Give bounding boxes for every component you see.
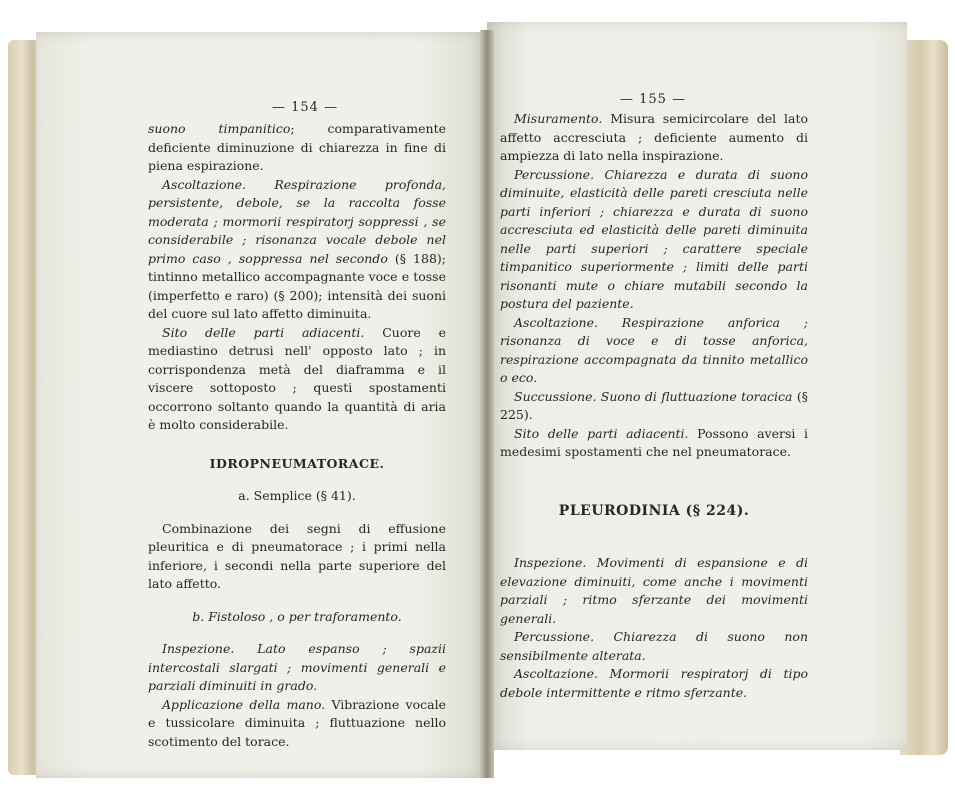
paragraph-text: Possono aversi i medesimi spostamenti che nel pneumatorace. — [500, 425, 808, 459]
paragraph-lead: Succussione. Suono di fluttuazione toracica — [514, 388, 793, 404]
paragraph — [500, 110, 808, 166]
left-page-number: — 154 — — [272, 100, 339, 115]
section-title: PLEURODINIA (§ 224). — [558, 502, 750, 519]
paragraph: Combinazione dei segni di effusione pleuritica e di pneumatorace ; i primi nella inferiore, i secondi nella parte superiore del lato affetto. — [148, 520, 446, 591]
subsection-title: b. Fistoloso , o per traforamento. — [192, 608, 402, 624]
paragraph-lead: Sito delle parti adiacenti. — [162, 324, 365, 340]
subsection-title: a. Semplice (§ 41). — [238, 488, 356, 503]
paragraph — [500, 665, 808, 702]
paragraph-lead: Ascoltazione. Respirazione anforica ; risonanza di voce e di tosse anforica, respirazione accompagnata da tinnito metallico o eco. — [500, 314, 808, 385]
paragraph — [500, 425, 808, 462]
paragraph-lead: Ascoltazione. Mormorii respiratorj di tipo debole intermittente e ritmo sferzante. — [500, 666, 808, 700]
paragraph — [148, 696, 446, 752]
paragraph-text: Misura semicircolare del lato affetto accresciuta ; deficiente aumento di ampiezza di lato nella inspirazione. — [500, 111, 808, 163]
paragraph-lead: Misuramento. — [514, 111, 603, 126]
paragraph-text: (§ 225). — [500, 388, 808, 422]
paragraph-lead: suono timpanitico — [148, 121, 291, 136]
paragraph-lead: Ascoltazione. Respirazione profonda, persistente, debole, se la raccolta fosse moderata ; mormorii respiratorj soppressi , se considerabile ; risonanza vocale debole nel primo caso , soppressa nel secondo — [148, 176, 446, 266]
paragraph — [148, 120, 446, 176]
paragraph-lead: Applicazione della mano. — [162, 696, 326, 712]
left-page-text — [148, 120, 446, 751]
right-page-number: — 155 — — [620, 92, 687, 107]
section-title: IDROPNEUMATORACE. — [209, 455, 385, 471]
paragraph — [148, 640, 446, 696]
paragraph-text: Cuore e mediastino detrusi nell' opposto lato ; in corrispondenza metà del diaframma e il viscere sottoposto ; questi spostamenti occorrono soltanto quando la quantità di aria è molto considerabile. — [148, 324, 447, 432]
paragraph-lead: Inspezione. Movimenti di espansione e di elevazione diminuiti, come anche i movimenti parziali ; ritmo sferzante dei movimenti generali. — [500, 555, 808, 626]
right-page-edges — [900, 40, 948, 755]
paragraph-lead: Percussione. Chiarezza di suono non sensibilmente alterata. — [500, 629, 808, 663]
paragraph — [148, 176, 446, 324]
paragraph — [500, 166, 808, 314]
right-page-text — [500, 110, 808, 702]
paragraph — [500, 554, 808, 628]
paragraph — [148, 324, 446, 435]
paragraph-lead: Sito delle parti adiacenti. — [514, 425, 689, 441]
paragraph-text: ; comparativamente deficiente diminuzione di chiarezza in fine di piena espirazione. — [148, 121, 447, 173]
paragraph-text: Vibrazione vocale e tussicolare diminuita ; fluttuazione nello scotimento del torace. — [148, 696, 446, 749]
paragraph-text: (§ 188); tintinno metallico accompagnante voce e tosse (imperfetto e raro) (§ 200); intensità dei suoni del cuore sul lato affetto diminuita. — [148, 250, 446, 321]
book-gutter — [480, 30, 494, 778]
paragraph — [500, 314, 808, 388]
paragraph-lead: Inspezione. Lato espanso ; spazii intercostali slargati ; movimenti generali e parziali diminuiti in grado. — [148, 641, 446, 693]
paragraph-lead: Percussione. Chiarezza e durata di suono diminuite, elasticità delle pareti cresciuta nelle parti inferiori ; chiarezza e durata di suono accresciuta ed elasticità delle pareti diminuita nelle parti superiori ; carattere speciale timpanitico superiormente ; limiti delle parti risonanti mute o chiare mutabili secondo la postura del paziente. — [500, 166, 808, 311]
paragraph — [500, 628, 808, 665]
paragraph — [500, 388, 808, 425]
